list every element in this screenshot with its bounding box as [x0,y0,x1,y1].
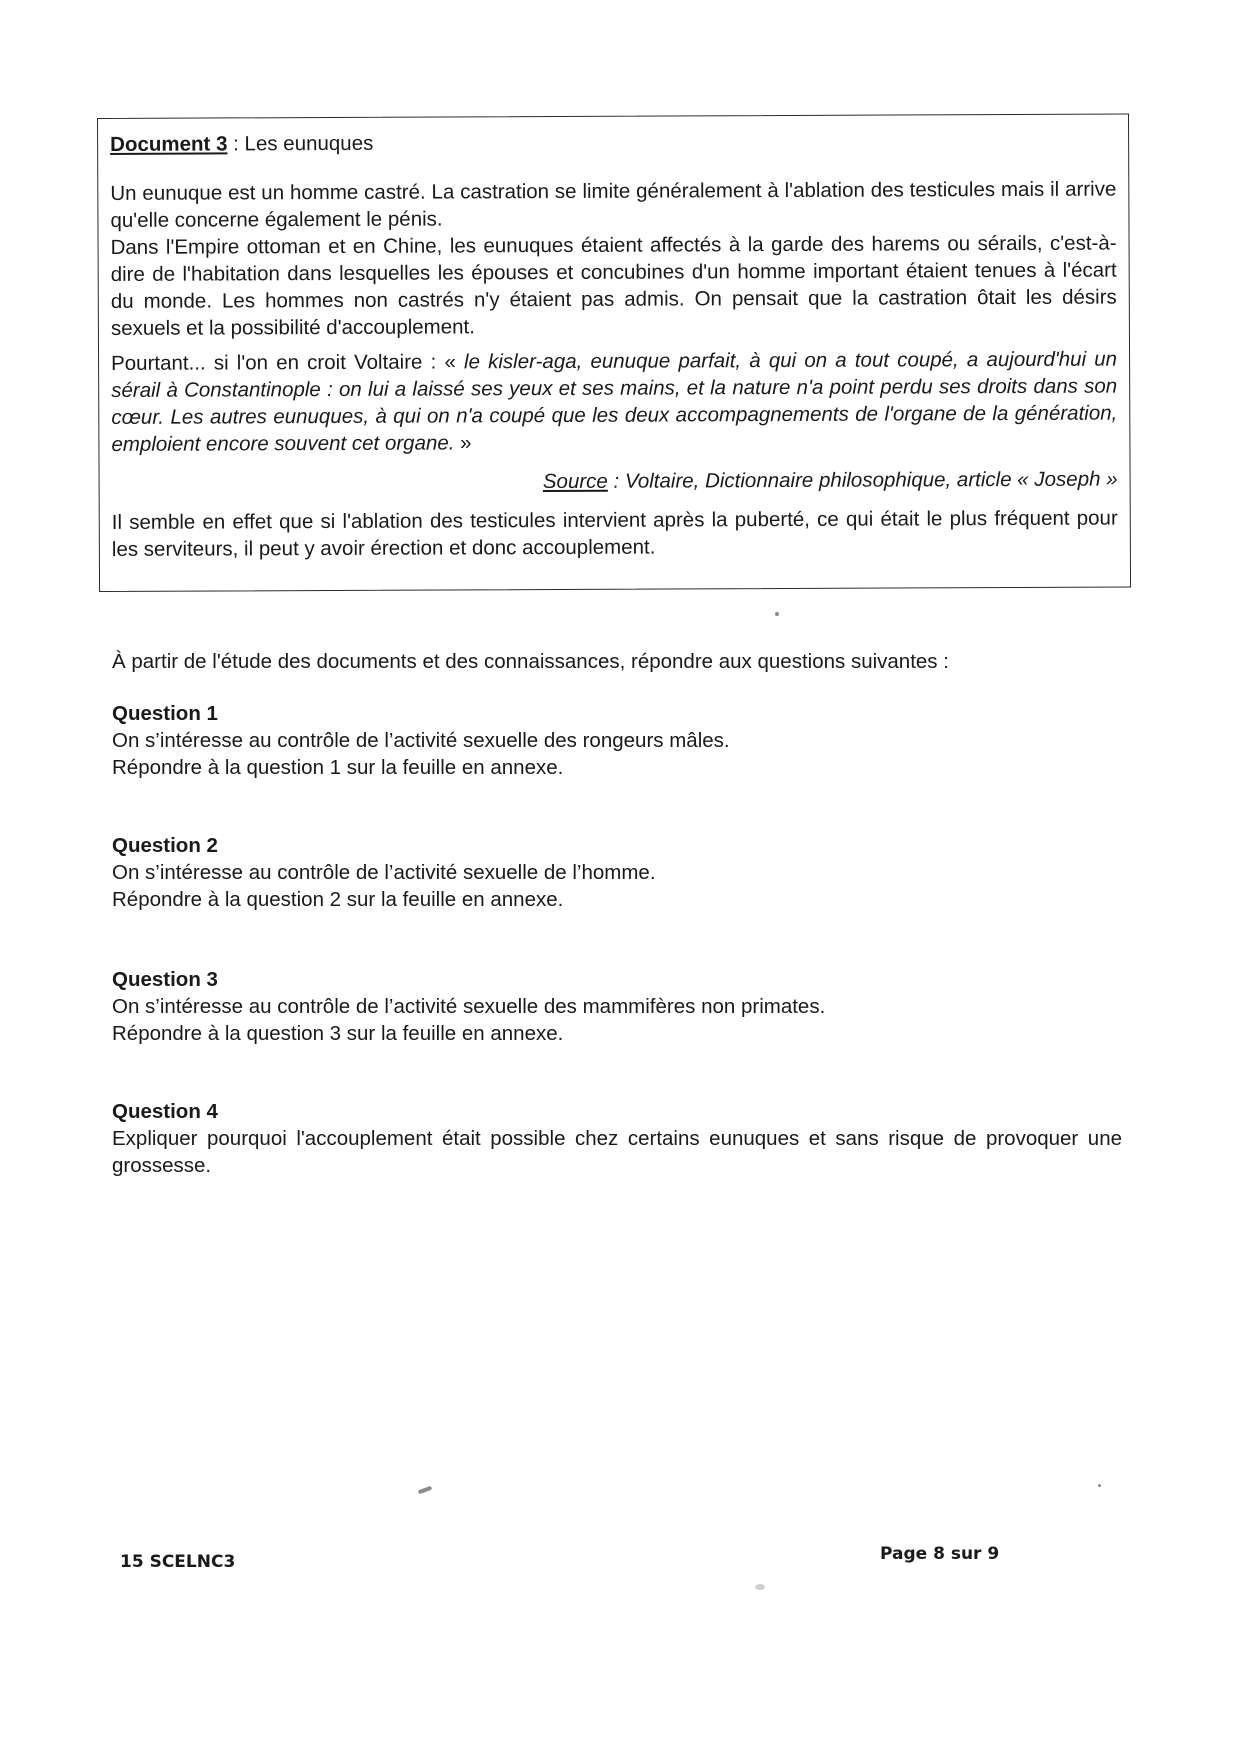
scan-speck [755,1584,765,1590]
scan-speck [1098,1484,1101,1487]
document-paragraph-2: Dans l'Empire ottoman et en Chine, les eunuques étaient affectés à la garde des harems ou sérails, c'est-à-dire de l'habitation dans lesquelles les épouses et concubines d'un homme important étaient tenues à l'écart du monde. Les hommes non castrés n'y étaient pas admis. On pensait que la castration ôtait les désirs sexuels et la possibilité d'accouplement. [110,231,1117,340]
question-text: On s’intéresse au contrôle de l’activité sexuelle de l’homme. [112,861,656,884]
document-label: Document 3 [110,132,228,156]
document-paragraph-4: Il semble en effet que si l'ablation des testicules intervient après la puberté, ce qui était le plus fréquent pour les serviteurs, il peut y avoir érection et donc accouplement. [111,506,1118,561]
source-label: Source [542,469,608,494]
scan-speck [418,1486,433,1495]
voltaire-quote: le kisler-aga, eunuque parfait, à qui on a tout coupé, a aujourd'hui un sérail à Constantinople : on lui a laissé ses yeux et ses mains, et la nature n'a point perdu ses droits dans son cœur. Les autres eunuques, à qui on n'a coupé que les deux accompagnements de l'organe de la génération, emploient encore souvent cet organe. [111,347,1118,456]
question-instruction: Répondre à la question 1 sur la feuille en annexe. [112,756,564,779]
document-3-box [97,113,1131,591]
question-title: Question 4 [112,1100,218,1123]
question-instruction: Répondre à la question 3 sur la feuille en annexe. [112,1022,564,1045]
instruction-text: À partir de l'étude des documents et des connaissances, répondre aux questions suivantes : [112,650,949,673]
question-title: Question 3 [112,968,218,991]
question-instruction: Répondre à la question 2 sur la feuille en annexe. [112,888,564,911]
footer-subject-code: 15 SCELNC3 [120,1552,236,1572]
question-text: Expliquer pourquoi l'accouplement était possible chez certains eunuques et sans risque de provoquer une grossesse. [112,1127,1122,1177]
quote-intro: Pourtant... si l'on en croit Voltaire : « [111,350,465,375]
question-2 [112,832,1122,913]
question-4 [112,1098,1122,1179]
scan-speck [775,612,779,616]
question-title: Question 2 [112,834,218,857]
quote-close: » [454,431,472,455]
document-title-text: : Les eunuques [227,131,374,156]
document-paragraph-1: Un eunuque est un homme castré. La castration se limite généralement à l'ablation des testicules mais il arrive qu'elle concerne également le pénis. [110,177,1117,232]
question-text: On s’intéresse au contrôle de l’activité sexuelle des mammifères non primates. [112,995,826,1018]
question-3 [112,966,1122,1047]
source-text: : Voltaire, Dictionnaire philosophique, article « Joseph » [607,467,1118,493]
source-citation [112,466,1118,497]
footer-page-number: Page 8 sur 9 [880,1544,1000,1564]
document-title [110,127,1116,158]
question-1 [112,700,1122,781]
question-text: On s’intéresse au contrôle de l’activité sexuelle des rongeurs mâles. [112,729,730,752]
document-paragraph-3 [111,346,1117,458]
question-title: Question 1 [112,702,218,725]
